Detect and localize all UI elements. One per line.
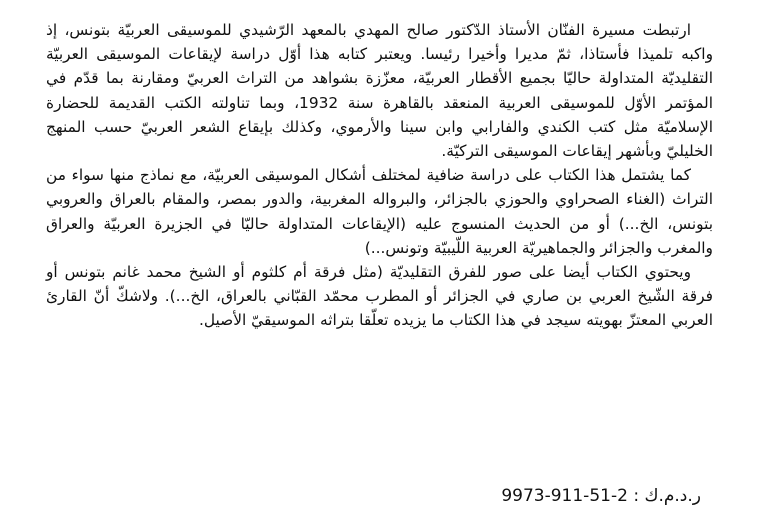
paragraph-photos: ويحتوي الكتاب أيضا على صور للفرق التقليديّة (مثل فرقة أم كلثوم أو الشيخ محمد غانم بتونس أو فرقة الشّيخ العربي بن صاري في الجزائر أو المطرب محمّد القبّاني بالعراق، الخ...). ولاشكّ أنّ القارئ العربي المعتزّ بهويته سيجد في هذا الكتاب ما يزيده تعلّقا بتراثه الموسيقيّ الأصيل. [46,263,713,330]
paragraph-intro: ارتبطت مسيرة الفنّان الأستاذ الدّكتور صالح المهدي بالمعهد الرّشيدي للموسيقى العربيّة بتونس، إذ واكبه تلميذا فأستاذا، ثمّ مديرا وأخيرا رئيسا. ويعتبر كتابه هذا أوّل دراسة لإيقاعات الموسيقى العربيّة التقليديّة المتداولة حاليّا بجميع الأقطار العربيّة، معزّزة بشواهد من التراث العربيّ ومقارنة بما قدّم في المؤتمر الأوّل للموسيقى العربية المنعقد بالقاهرة سنة 1932، وبما تناولته الكتب القديمة للحضارة الإسلاميّة مثل كتب الكندي والفارابي وابن سينا والأرموي، وكذلك بإيقاع الشعر العربيّ حسب المنهج الخليليّ وبأشهر إيقاعات الموسيقى التركيّة. [46,21,713,161]
isbn-number: ر.د.م.ك : 2-51-911-9973 [501,486,701,506]
body-text [46,18,713,333]
paragraph-contents: كما يشتمل هذا الكتاب على دراسة ضافية لمختلف أشكال الموسيقى العربيّة، مع نماذج منها سواء من التراث (الغناء الصحراوي والحوزي بالجزائر، والبرواله المغربية، والدور بمصر، والمقام بالعراق والعروبي بتونس، الخ...) أو من الحديث المنسوج عليه (الإيقاعات المتداولة حاليّا في الجزيرة العربيّة والعراق والمغرب والجزائر والجماهيريّة العربية اللّيبيّة وتونس...) [46,166,713,257]
